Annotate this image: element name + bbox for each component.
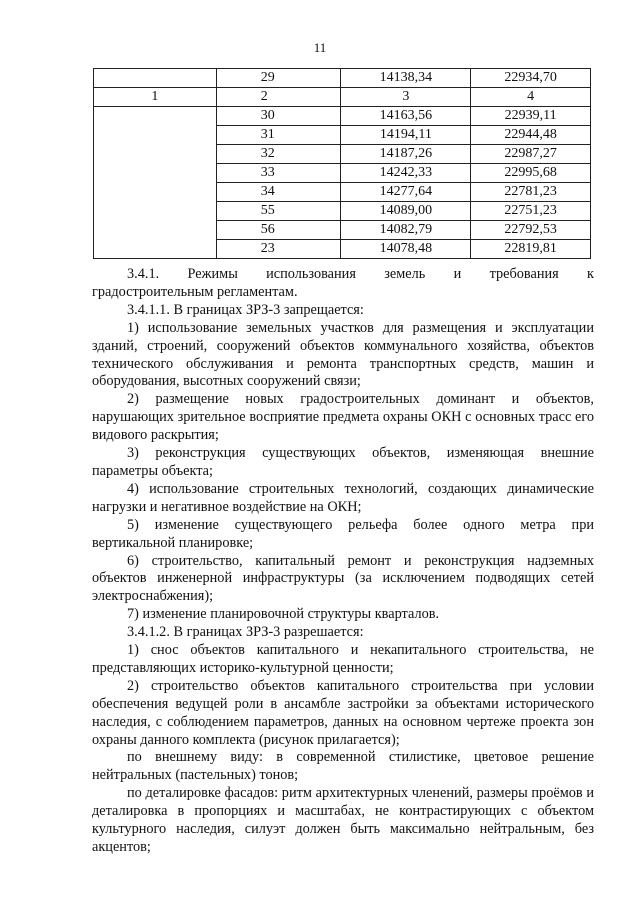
table-cell: 14138,34 — [341, 69, 471, 88]
table-cell: 34 — [216, 183, 341, 202]
table-cell: 32 — [216, 145, 341, 164]
table-cell: 30 — [216, 107, 341, 126]
table-cell: 55 — [216, 202, 341, 221]
table-cell: 14277,64 — [341, 183, 471, 202]
table-cell: 14089,00 — [341, 202, 471, 221]
table-cell: 14078,48 — [341, 240, 471, 259]
table-merged-cell — [94, 107, 217, 259]
forbidden-intro: 3.4.1.1. В границах ЗРЗ-3 запрещается: — [127, 301, 364, 318]
table-cell: 31 — [216, 126, 341, 145]
table-header-cell: 1 — [94, 88, 217, 107]
page-number: 11 — [313, 40, 327, 55]
forbidden-item: 2) размещение новых градостроительных доминант и объектов, нарушающих зрительное восприятие предмета охраны ОКН с основных трасс его видового раскрытия; — [92, 391, 594, 444]
table-row — [94, 107, 591, 126]
table-header-cell: 2 — [216, 88, 341, 107]
table-cell: 22939,11 — [471, 107, 591, 126]
table-row — [94, 69, 591, 88]
forbidden-item: 4) использование строительных технологий, создающих динамические нагрузки и негативное воздействие на ОКН; — [92, 480, 594, 515]
table-cell: 33 — [216, 164, 341, 183]
allowed-item: 1) снос объектов капитального и некапитального строительства, не представляющих историко-культурной ценности; — [92, 642, 594, 676]
table-cell: 22792,53 — [471, 221, 591, 240]
forbidden-item: 3) реконструкция существующих объектов, изменяющая внешние параметры объекта; — [92, 445, 594, 479]
table-cell: 14187,26 — [341, 145, 471, 164]
table-cell: 22995,68 — [471, 164, 591, 183]
table-cell: 22819,81 — [471, 240, 591, 259]
forbidden-item: 7) изменение планировочной структуры кварталов. — [127, 606, 440, 623]
forbidden-item: 5) изменение существующего рельефа более одного метра при вертикальной планировке; — [92, 516, 594, 551]
table-cell: 23 — [216, 240, 341, 259]
allowed-item: по деталировке фасадов: ритм архитектурных членений, размеры проёмов и деталировка в пропорциях и масштабах, не контрастирующих с объектом культурного наследия, силуэт должен быть максимально нейтральным, без акцентов; — [92, 785, 594, 855]
forbidden-item: 6) строительство, капитальный ремонт и реконструкция надземных объектов инженерной инфраструктуры (за исключением подводящих сетей электроснабжения); — [92, 552, 594, 605]
table-cell: 14194,11 — [341, 126, 471, 145]
regulations-text — [92, 266, 594, 857]
table-cell: 14163,56 — [341, 107, 471, 126]
table-header-row — [94, 88, 591, 107]
table-cell: 14082,79 — [341, 221, 471, 240]
table-cell: 22934,70 — [471, 69, 591, 88]
allowed-item: по внешнему виду: в современной стилистике, цветовое решение нейтральных (пастельных) тонов; — [92, 749, 594, 784]
table-header-cell: 3 — [341, 88, 471, 107]
table-cell: 22987,27 — [471, 145, 591, 164]
table-cell: 22781,23 — [471, 183, 591, 202]
table-cell: 22944,48 — [471, 126, 591, 145]
table-header-cell: 4 — [471, 88, 591, 107]
allowed-item: 2) строительство объектов капитального строительства при условии обеспечения ведущей роли в ансамбле застройки за объектами исторического наследия, с соблюдением параметров, данных на основном чертеже проекта зон охраны данного комплекта (рисунок прилагается); — [92, 677, 594, 748]
table-cell: 22751,23 — [471, 202, 591, 221]
table-cell: 29 — [216, 69, 341, 88]
allowed-intro: 3.4.1.2. В границах ЗРЗ-3 разрешается: — [127, 624, 364, 641]
table-cell: 56 — [216, 221, 341, 240]
coordinates-table — [93, 68, 591, 259]
section-heading-continued: градостроительным регламентам. — [92, 283, 298, 300]
table-cell: 14242,33 — [341, 164, 471, 183]
forbidden-item: 1) использование земельных участков для размещения и эксплуатации зданий, строений, сооружений объектов коммунального хозяйства, объектов технического обслуживания и ремонта транспортных средств, машин и оборудования, высотных сооружений связи; — [92, 319, 594, 390]
table-cell — [94, 69, 217, 88]
section-heading: 3.4.1. Режимы использования земель и требования к — [127, 266, 594, 282]
